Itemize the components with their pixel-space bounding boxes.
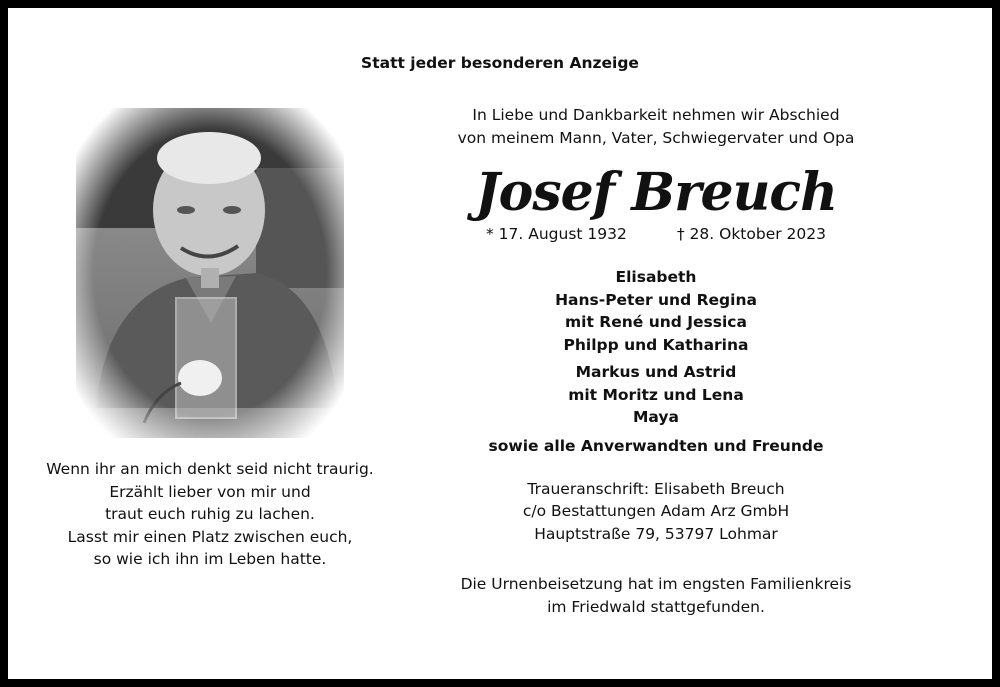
portrait-photo: [76, 108, 344, 438]
notice-text: [438, 104, 874, 618]
family-member: Markus und Astrid: [575, 363, 737, 381]
family-member: Elisabeth: [615, 268, 697, 286]
poem-line: Lasst mir einen Platz zwischen euch,: [67, 527, 353, 546]
death-date: † 28. Oktober 2023: [676, 225, 826, 243]
poem-line: Erzählt lieber von mir und: [109, 482, 311, 501]
address-line: Traueranschrift: Elisabeth Breuch: [527, 479, 785, 498]
intro-line: von meinem Mann, Vater, Schwiegervater und Opa: [457, 128, 855, 147]
life-dates: [438, 225, 874, 243]
family-group-2: [438, 361, 874, 429]
family-member: Hans-Peter und Regina: [555, 290, 757, 309]
burial-line: im Friedwald stattgefunden.: [547, 597, 765, 616]
family-member: mit René und Jessica: [565, 313, 747, 331]
burial-line: Die Urnenbeisetzung hat im engsten Familienkreis: [460, 575, 852, 593]
address-line: Hauptstraße 79, 53797 Lohmar: [534, 524, 778, 543]
others-line: sowie alle Anverwandten und Freunde: [488, 436, 824, 455]
family-group-1: [438, 266, 874, 356]
address-line: c/o Bestattungen Adam Arz GmbH: [522, 502, 790, 520]
family-member: Philpp und Katharina: [563, 335, 749, 354]
deceased-name: Josef Breuch: [475, 162, 837, 223]
family-member: Maya: [633, 408, 679, 426]
poem-line: traut euch ruhig zu lachen.: [105, 505, 315, 523]
obituary-notice: [8, 8, 992, 679]
family-member: mit Moritz und Lena: [568, 385, 744, 404]
intro-line: In Liebe und Dankbarkeit nehmen wir Abschied: [472, 106, 840, 124]
birth-date: * 17. August 1932: [486, 225, 627, 243]
burial-note: [438, 573, 874, 618]
mourning-address: [438, 478, 874, 546]
intro-text: [438, 104, 874, 149]
poem-line: Wenn ihr an mich denkt seid nicht traurig.: [46, 460, 374, 478]
notice-header: Statt jeder besonderen Anzeige: [361, 54, 639, 72]
poem-line: so wie ich ihn im Leben hatte.: [93, 550, 327, 568]
poem: [8, 458, 412, 571]
